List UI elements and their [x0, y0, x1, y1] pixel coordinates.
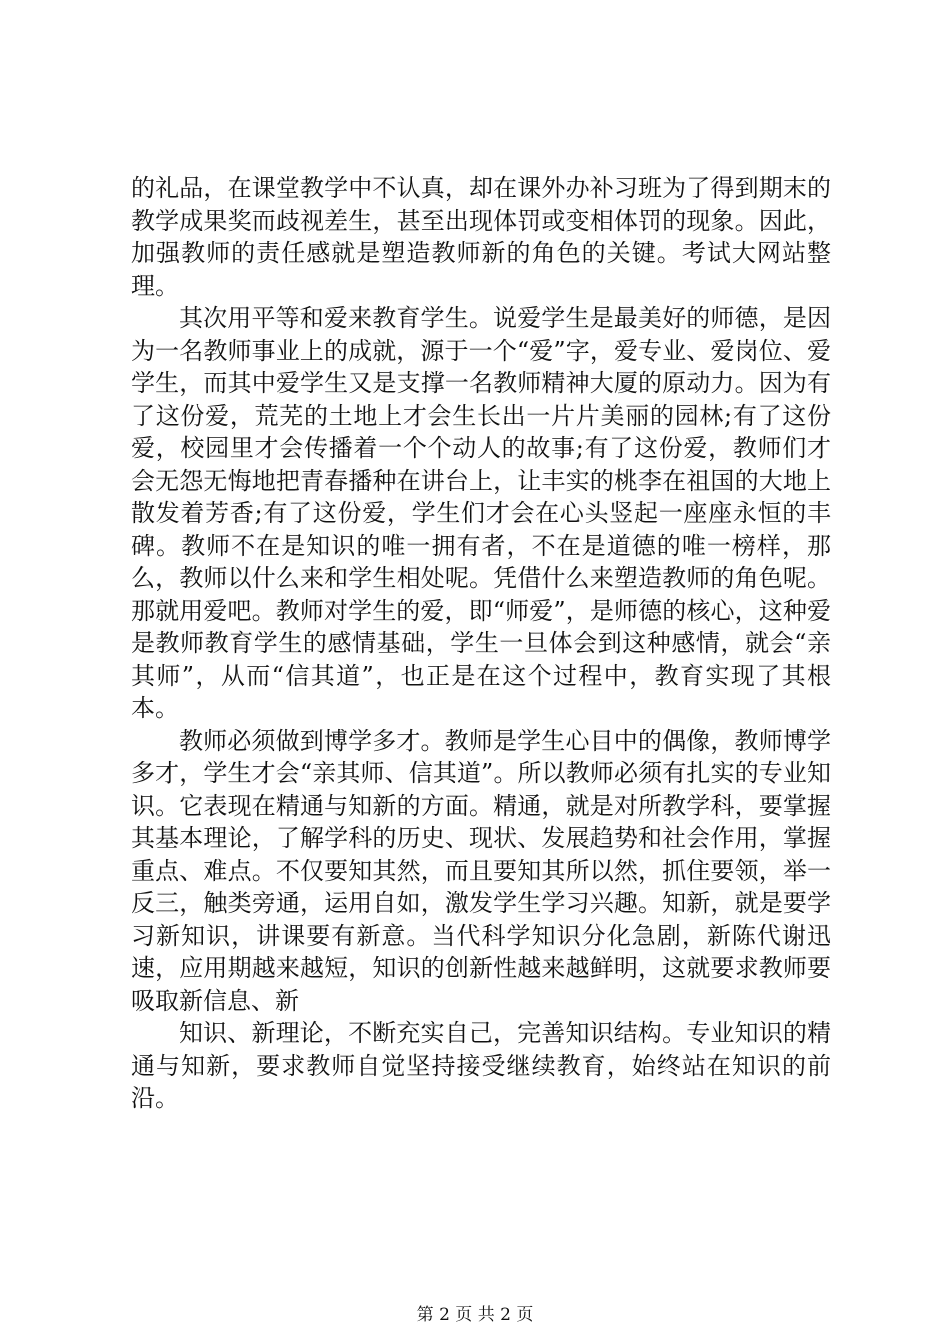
- paragraph-1: 的礼品，在课堂教学中不认真，却在课外办补习班为了得到期末的教学成果奖而歧视差生，甚至出现体罚或变相体罚的现象。因此，加强教师的责任感就是塑造教师新的角色的关键。考试大网站整理。: [131, 174, 831, 300]
- body-text: [131, 172, 831, 1115]
- page-footer: [0, 1300, 950, 1325]
- paragraph-4: 知识、新理论，不断充实自己，完善知识结构。专业知识的精通与知新，要求教师自觉坚持接受继续教育，始终站在知识的前沿。: [131, 1019, 831, 1112]
- paragraph-2: 其次用平等和爱来教育学生。说爱学生是最美好的师德，是因为一名教师事业上的成就，源于一个“爱”字，爱专业、爱岗位、爱学生，而其中爱学生又是支撑一名教师精神大厦的原动力。因为有了这份爱，荒芜的土地上才会生长出一片片美丽的园林;有了这份爱，校园里才会传播着一个个动人的故事;有了这份爱，教师们才会无怨无悔地把青春播种在讲台上，让丰实的桃李在祖国的大地上散发着芳香;有了这份爱，学生们才会在心头竖起一座座永恒的丰碑。教师不在是知识的唯一拥有者，不在是道德的唯一榜样，那么，教师以什么来和学生相处呢。凭借什么来塑造教师的角色呢。那就用爱吧。教师对学生的爱，即“师爱”，是师德的核心，这种爱是教师教育学生的感情基础，学生一旦体会到这种感情，就会“亲其师”，从而“信其道”，也正是在这个过程中，教育实现了其根本。: [131, 304, 831, 722]
- page-number-label: 第 2 页 共 2 页: [416, 1305, 534, 1325]
- paragraph-3: 教师必须做到博学多才。教师是学生心目中的偶像，教师博学多才，学生才会“亲其师、信其道”。所以教师必须有扎实的专业知识。它表现在精通与知新的方面。精通，就是对所教学科，要掌握其基本理论，了解学科的历史、现状、发展趋势和社会作用，掌握重点、难点。不仅要知其然，而且要知其所以然，抓住要领，举一反三，触类旁通，运用自如，激发学生学习兴趣。知新，就是要学习新知识，讲课要有新意。当代科学知识分化急剧，新陈代谢迅速，应用期越来越短，知识的创新性越来越鲜明，这就要求教师要吸取新信息、新: [131, 726, 831, 1015]
